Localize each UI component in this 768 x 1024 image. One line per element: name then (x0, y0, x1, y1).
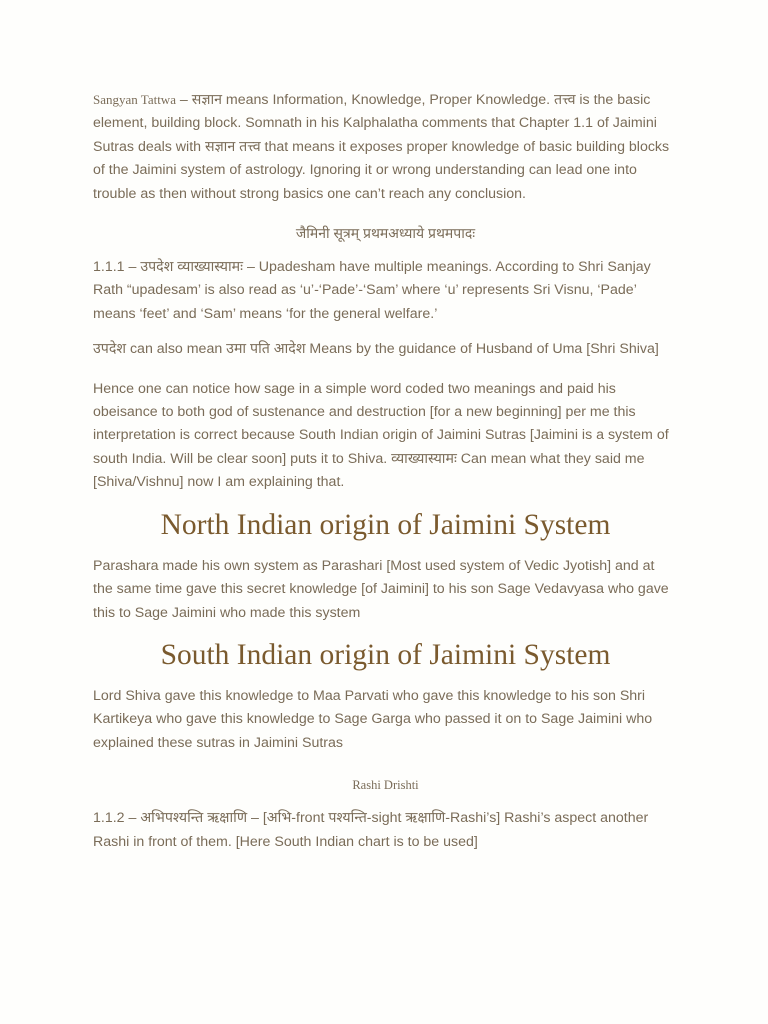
south-origin-heading: South Indian origin of Jaimini System (160, 638, 611, 671)
hence-paragraph: Hence one can notice how sage in a simple word coded two meanings and paid his obeisance to both god of sustenance and destruction [for a new beginning] per me this interpretation is correct because South Indian origin of Jaimini Sutras [Jaimini is a system of south India. Will be clear soon] puts it to Shiva. व्याख्यास्यामः Can mean what they said me [Shiva/Vishnu] now I am explaining that. (93, 380, 669, 491)
sutra-111-paragraph: 1.1.1 – उपदेश व्याख्यास्यामः – Upadesham have multiple meanings. According to Shri Sanjay Rath “upadesam’ is also read as ‘u’-‘Pade’-‘Sam’ where ‘u’ represents Sri Visnu, ‘Pade’ means ‘feet’ and ‘Sam’ means ‘for the general welfare.’ (93, 259, 651, 322)
rashi-drishti-paragraph: 1.1.2 – अभिपश्यन्ति ऋक्षाणि – [अभि-front पश्यन्ति-sight ऋक्षाणि-Rashi’s] Rashi’s aspect another Rashi in front of them. [Here South Indian chart is to be used] (93, 810, 649, 850)
intro-text: – सज्ञान means Information, Knowledge, Proper Knowledge. तत्त्व is the basic element, building block. Somnath in his Kalphalatha comments that Chapter 1.1 of Jaimini Sutras deals with सज्ञान तत्त्व that means it exposes proper knowledge of basic building blocks of the Jaimini system of astrology. Ignoring it or wrong understanding can lead one into trouble as then without strong basics one can’t reach any conclusion. (93, 92, 670, 202)
upadesh-alt-paragraph: उपदेश can also mean उमा पति आदेश Means by the guidance of Husband of Uma [Shri Shiva] (93, 341, 659, 358)
intro-lead-term: Sangyan Tattwa (93, 92, 176, 107)
intro-paragraph (93, 88, 678, 206)
rashi-drishti-heading: Rashi Drishti (352, 778, 419, 793)
north-origin-paragraph: Parashara made his own system as Parashari [Most used system of Vedic Jyotish] and at the same time gave this secret knowledge [of Jaimini] to his son Sage Vedavyasa who gave this to Sage Jaimini who made this system (93, 557, 669, 621)
sutra-heading: जैमिनी सूत्रम् प्रथमअध्याये प्रथमपादः (295, 225, 476, 242)
north-origin-heading: North Indian origin of Jaimini System (160, 508, 611, 541)
south-origin-paragraph: Lord Shiva gave this knowledge to Maa Parvati who gave this knowledge to his son Shri Kartikeya who gave this knowledge to Sage Garga who passed it on to Sage Jaimini who explained these sutras in Jaimini Sutras (93, 687, 653, 751)
